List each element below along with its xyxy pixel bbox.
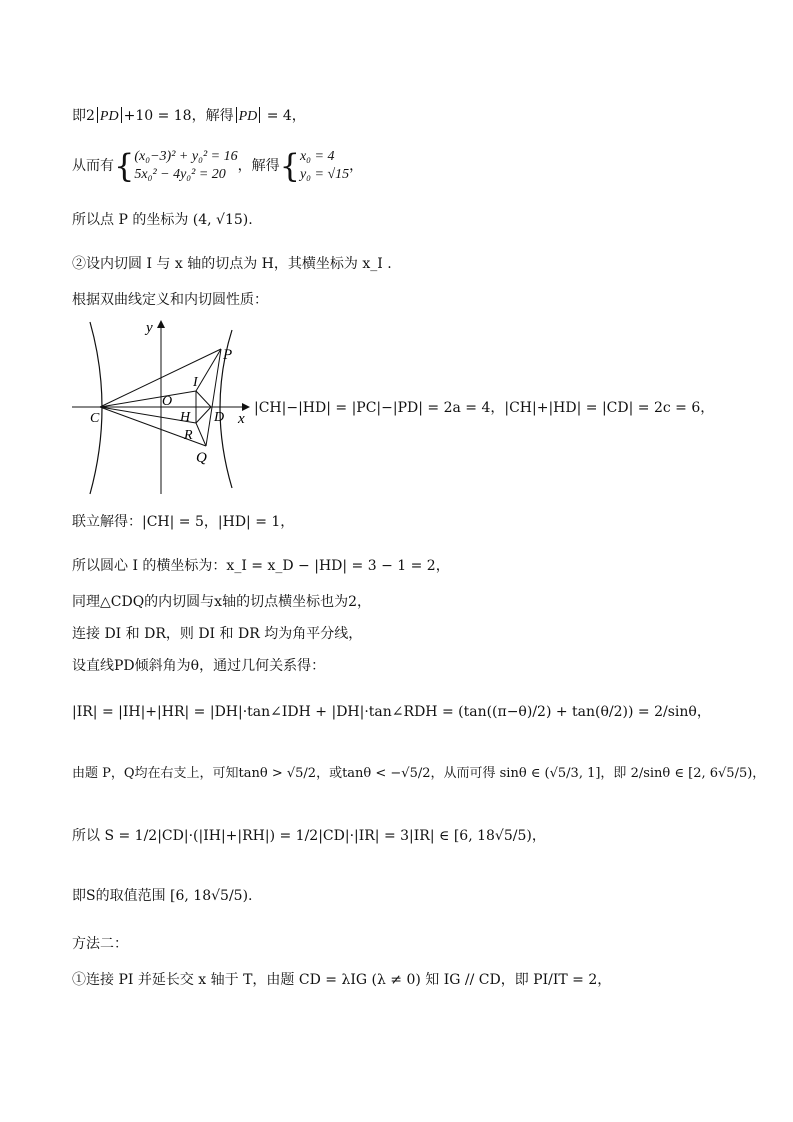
label-y: y <box>146 320 153 336</box>
label-O: O <box>162 394 173 409</box>
label-D: D <box>214 410 225 425</box>
label-P: P <box>223 347 233 363</box>
text-line-6: |CH|−|HD| = |PC|−|PD| = 2a = 4，|CH|+|HD| = |CD| = 2c = 6， <box>254 400 715 416</box>
label-R: R <box>184 428 193 443</box>
text-line-1: 即2 PD +10 = 18，解得 PD = 4， <box>72 108 306 124</box>
hyperbola-left-branch <box>90 322 102 494</box>
text-line-2: 从而有{(x₀−3)² + y₀² = 16 5x₀² − 4y₀² = 20，解得{x₀ = 4 y₀ = √15， <box>72 147 364 185</box>
text-line-8: 所以圆心 I 的横坐标为：x_I = x_D − |HD| = 3 − 1 = 2， <box>72 558 450 574</box>
text-line-15: 即S的取值范围 [6, 18√5/5). <box>72 888 253 904</box>
text-line-17: ①连接 PI 并延长交 x 轴于 T，由题 CD = λIG (λ ≠ 0) 知 IG // CD，即 PI/IT = 2， <box>72 972 612 988</box>
text-line-13: 由题 P，Q均在右支上，可知tanθ > √5/2，或tanθ < −√5/2，从而可得 sinθ ∈ (√5/3, 1]，即 2/sinθ ∈ [2, 6√5/5)， <box>72 766 766 781</box>
label-C: C <box>90 411 100 426</box>
label-H: H <box>180 410 191 425</box>
text-line-10: 连接 DI 和 DR，则 DI 和 DR 均为角平分线， <box>72 626 363 642</box>
text-line-5: 根据双曲线定义和内切圆性质： <box>72 292 268 308</box>
text-line-12: |IR| = |IH|+|HR| = |DH|·tan∠IDH + |DH|·tan∠RDH = (tan((π−θ)/2) + tan(θ/2)) = 2/sinθ， <box>72 704 711 720</box>
text-line-9: 同理△CDQ的内切圆与x轴的切点横坐标也为2， <box>72 594 371 610</box>
text-line-14: 所以 S = 1/2|CD|·(|IH|+|RH|) = 1/2|CD|·|IR| = 3|IR| ∈ [6, 18√5/5)， <box>72 828 546 844</box>
y-axis-arrow <box>157 320 165 328</box>
text-line-16: 方法二： <box>72 936 128 952</box>
text-line-4: ②设内切圆 I 与 x 轴的切点为 H，其横坐标为 x_I . <box>72 256 392 272</box>
text-line-7: 联立解得：|CH| = 5，|HD| = 1， <box>72 514 295 530</box>
text-line-11: 设直线PD倾斜角为θ，通过几何关系得： <box>72 658 326 674</box>
x-axis-arrow <box>242 403 250 411</box>
hyperbola-figure <box>70 318 255 498</box>
text-line-3: 所以点 P 的坐标为 (4, √15). <box>72 212 253 228</box>
label-x: x <box>238 411 245 427</box>
label-I: I <box>193 375 198 390</box>
label-Q: Q <box>196 450 207 466</box>
